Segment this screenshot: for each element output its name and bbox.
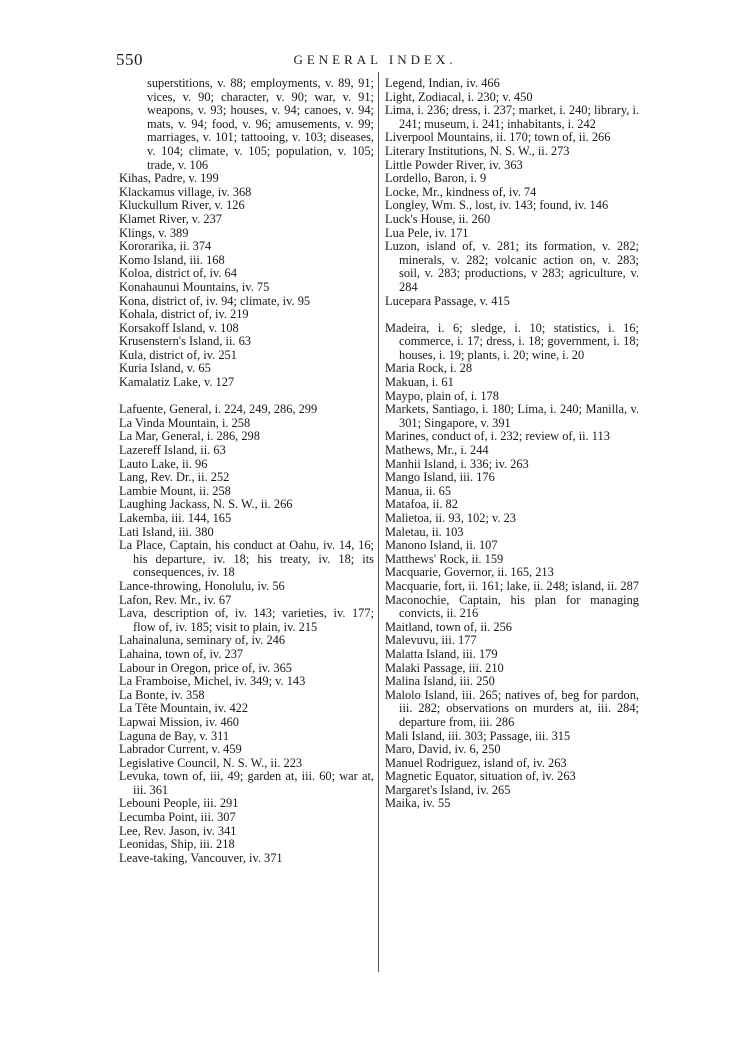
index-entry: Kamalatiz Lake, v. 127 — [119, 375, 235, 390]
index-entry: La Place, Captain, his conduct at Oahu, iv. 14, 16; his departure, iv. 18; his treaty, iv. 18; its consequences, iv. 18 — [119, 538, 374, 580]
index-entry: Locke, Mr., kindness of, iv. 74 — [385, 184, 537, 199]
index-entry: Maconochie, Captain, his plan for managing convicts, ii. 216 — [385, 592, 639, 621]
index-entry: Lafon, Rev. Mr., iv. 67 — [119, 592, 232, 607]
index-entry: Mango Island, iii. 176 — [385, 470, 495, 485]
index-entry: Macquarie, fort, ii. 161; lake, ii. 248; island, ii. 287 — [385, 578, 639, 593]
index-entry: Malaki Passage, iii. 210 — [385, 660, 504, 675]
index-entry: Makuan, i. 61 — [385, 375, 454, 390]
index-entry: Lua Pele, iv. 171 — [385, 225, 469, 240]
index-entry: Malina Island, iii. 250 — [385, 674, 495, 689]
index-entry: Klackamus village, iv. 368 — [119, 184, 252, 199]
index-entry: Madeira, i. 6; sledge, i. 10; statistics, i. 16; commerce, i. 17; dress, i. 18; government, i. 18; houses, i. 19; plants, i. 20; wine, i. 20 — [385, 320, 639, 362]
index-entry: Labrador Current, v. 459 — [119, 742, 242, 757]
index-entry: Koloa, district of, iv. 64 — [119, 266, 237, 281]
index-entry: La Vinda Mountain, i. 258 — [119, 415, 251, 430]
section-gap — [385, 308, 639, 322]
index-entry: Matthews' Rock, ii. 159 — [385, 551, 504, 566]
index-entry: Krusenstern's Island, ii. 63 — [119, 334, 251, 349]
index-entry: La Framboise, Michel, iv. 349; v. 143 — [119, 674, 306, 689]
index-entry: Malietoa, ii. 93, 102; v. 23 — [385, 511, 517, 525]
index-entry: Kona, district of, iv. 94; climate, iv. 95 — [119, 293, 311, 308]
index-entry: Manua, ii. 65 — [385, 483, 452, 498]
index-entry: Korsakoff Island, v. 108 — [119, 320, 239, 335]
index-entry: Maypo, plain of, i. 178 — [385, 388, 499, 403]
index-entry: Klamet River, v. 237 — [119, 211, 222, 226]
index-entry: Markets, Santiago, i. 180; Lima, i. 240; Manilla, v. 301; Singapore, v. 391 — [385, 402, 639, 430]
index-entry: Lahaina, town of, iv. 237 — [119, 646, 244, 661]
index-entry: superstitions, v. 88; employments, v. 89, 91; vices, v. 90; character, v. 90; war, v. 91; weapons, v. 93; houses, v. 94; canoes, v. 94; mats, v. 94; food, v. 96; amusements, v. 99; marriages, v. 101; tattooing, v. 103; diseases, v. 104; climate, v. 105; population, v. 105; trade, v. 106 — [147, 76, 374, 172]
index-entry: Mathews, Mr., i. 244 — [385, 443, 489, 458]
index-entry: Komo Island, iii. 168 — [119, 252, 225, 267]
index-entry: Lance-throwing, Honolulu, iv. 56 — [119, 578, 285, 593]
index-entry: Malolo Island, iii. 265; natives of, beg for pardon, iii. 282; observations on murders at, iii. 284; departure from, iii. 286 — [385, 687, 639, 729]
index-entry: Maro, David, iv. 6, 250 — [385, 742, 501, 757]
index-entry: Maitland, town of, ii. 256 — [385, 619, 512, 634]
index-entry: Lecumba Point, iii. 307 — [119, 810, 236, 825]
index-entry: Kluckullum River, v. 126 — [119, 198, 245, 213]
index-entry: Manuel Rodriguez, island of, iv. 263 — [385, 755, 567, 770]
index-entry: Light, Zodiacal, i. 230; v. 450 — [385, 89, 533, 104]
index-entry: Mali Island, iii. 303; Passage, iii. 315 — [385, 728, 571, 743]
index-entry: Lapwai Mission, iv. 460 — [119, 714, 239, 729]
index-entry: Manono Island, ii. 107 — [385, 538, 498, 553]
index-entry: Lazereff Island, ii. 63 — [119, 443, 226, 458]
index-entry: Lauto Lake, ii. 96 — [119, 456, 208, 471]
index-entry: Lima, i. 236; dress, i. 237; market, i. 240; library, i. 241; museum, i. 241; inhabitants, i. 242 — [385, 103, 639, 131]
index-entry: Lebouni People, iii. 291 — [119, 796, 239, 811]
index-entry: Lee, Rev. Jason, iv. 341 — [119, 823, 237, 838]
index-entry: Kuria Island, v. 65 — [119, 361, 211, 376]
index-entry: Laguna de Bay, v. 311 — [119, 728, 230, 743]
index-entry: Macquarie, Governor, ii. 165, 213 — [385, 565, 554, 580]
index-entry: Legislative Council, N. S. W., ii. 223 — [119, 755, 303, 770]
index-entry: Kororarika, ii. 374 — [119, 239, 212, 254]
index-entry: Manhii Island, i. 336; iv. 263 — [385, 456, 529, 471]
index-entry: Labour in Oregon, price of, iv. 365 — [119, 660, 292, 675]
index-entry: Luck's House, ii. 260 — [385, 211, 491, 226]
index-entry: La Bonte, iv. 358 — [119, 687, 205, 702]
index-entry: Lafuente, General, i. 224, 249, 286, 299 — [119, 402, 318, 417]
index-entry: Kihas, Padre, v. 199 — [119, 171, 219, 186]
index-entry: Longley, Wm. S., lost, iv. 143; found, iv. 146 — [385, 198, 609, 213]
index-entry: Little Powder River, iv. 363 — [385, 157, 523, 172]
index-entry: Matafoa, ii. 82 — [385, 497, 458, 512]
column-divider — [378, 72, 379, 972]
index-entry: Legend, Indian, iv. 466 — [385, 76, 500, 90]
index-entry: Laughing Jackass, N. S. W., ii. 266 — [119, 497, 293, 512]
index-entry: La Mar, General, i. 286, 298 — [119, 429, 260, 444]
index-column-right — [385, 77, 639, 811]
index-entry: Lordello, Baron, i. 9 — [385, 171, 487, 186]
index-entry: La Tête Mountain, iv. 422 — [119, 701, 249, 716]
running-head: GENERAL INDEX. — [293, 52, 457, 67]
index-entry: Klings, v. 389 — [119, 225, 189, 240]
section-gap — [119, 390, 374, 404]
index-entry: Leave-taking, Vancouver, iv. 371 — [119, 850, 283, 865]
index-entry: Kula, district of, iv. 251 — [119, 347, 237, 362]
index-entry: Lucepara Passage, v. 415 — [385, 293, 510, 308]
index-entry: Literary Institutions, N. S. W., ii. 273 — [385, 143, 570, 158]
index-entry: Lava, description of, iv. 143; varieties, iv. 177; flow of, iv. 185; visit to plain, iv. 215 — [119, 606, 374, 634]
index-column-left — [119, 77, 374, 865]
index-entry: Leonidas, Ship, iii. 218 — [119, 837, 235, 852]
index-entry: Magnetic Equator, situation of, iv. 263 — [385, 769, 576, 784]
index-entry: Lati Island, iii. 380 — [119, 524, 214, 539]
page-number: 550 — [116, 50, 143, 69]
index-entry: Kohala, district of, iv. 219 — [119, 307, 249, 322]
index-entry: Lang, Rev. Dr., ii. 252 — [119, 470, 230, 485]
index-entry: Liverpool Mountains, ii. 170; town of, ii. 266 — [385, 130, 611, 145]
index-entry: Maletau, ii. 103 — [385, 524, 464, 539]
index-entry: Lakemba, iii. 144, 165 — [119, 511, 232, 525]
index-entry: Maria Rock, i. 28 — [385, 361, 473, 376]
index-entry: Levuka, town of, iii, 49; garden at, iii. 60; war at, iii. 361 — [119, 769, 374, 797]
index-entry: Malevuvu, iii. 177 — [385, 633, 477, 648]
index-entry: Malatta Island, iii. 179 — [385, 646, 498, 661]
index-entry: Luzon, island of, v. 281; its formation, v. 282; minerals, v. 282; volcanic action on, v. 283; soil, v. 283; productions, v 283; agriculture, v. 284 — [385, 239, 639, 294]
index-entry: Marines, conduct of, i. 232; review of, ii. 113 — [385, 429, 610, 444]
index-entry: Lambie Mount, ii. 258 — [119, 483, 231, 498]
index-entry: Konahaunui Mountains, iv. 75 — [119, 279, 270, 294]
index-entry: Lahainaluna, seminary of, iv. 246 — [119, 633, 286, 648]
index-entry: Maika, iv. 55 — [385, 796, 451, 811]
index-entry: Margaret's Island, iv. 265 — [385, 782, 511, 797]
